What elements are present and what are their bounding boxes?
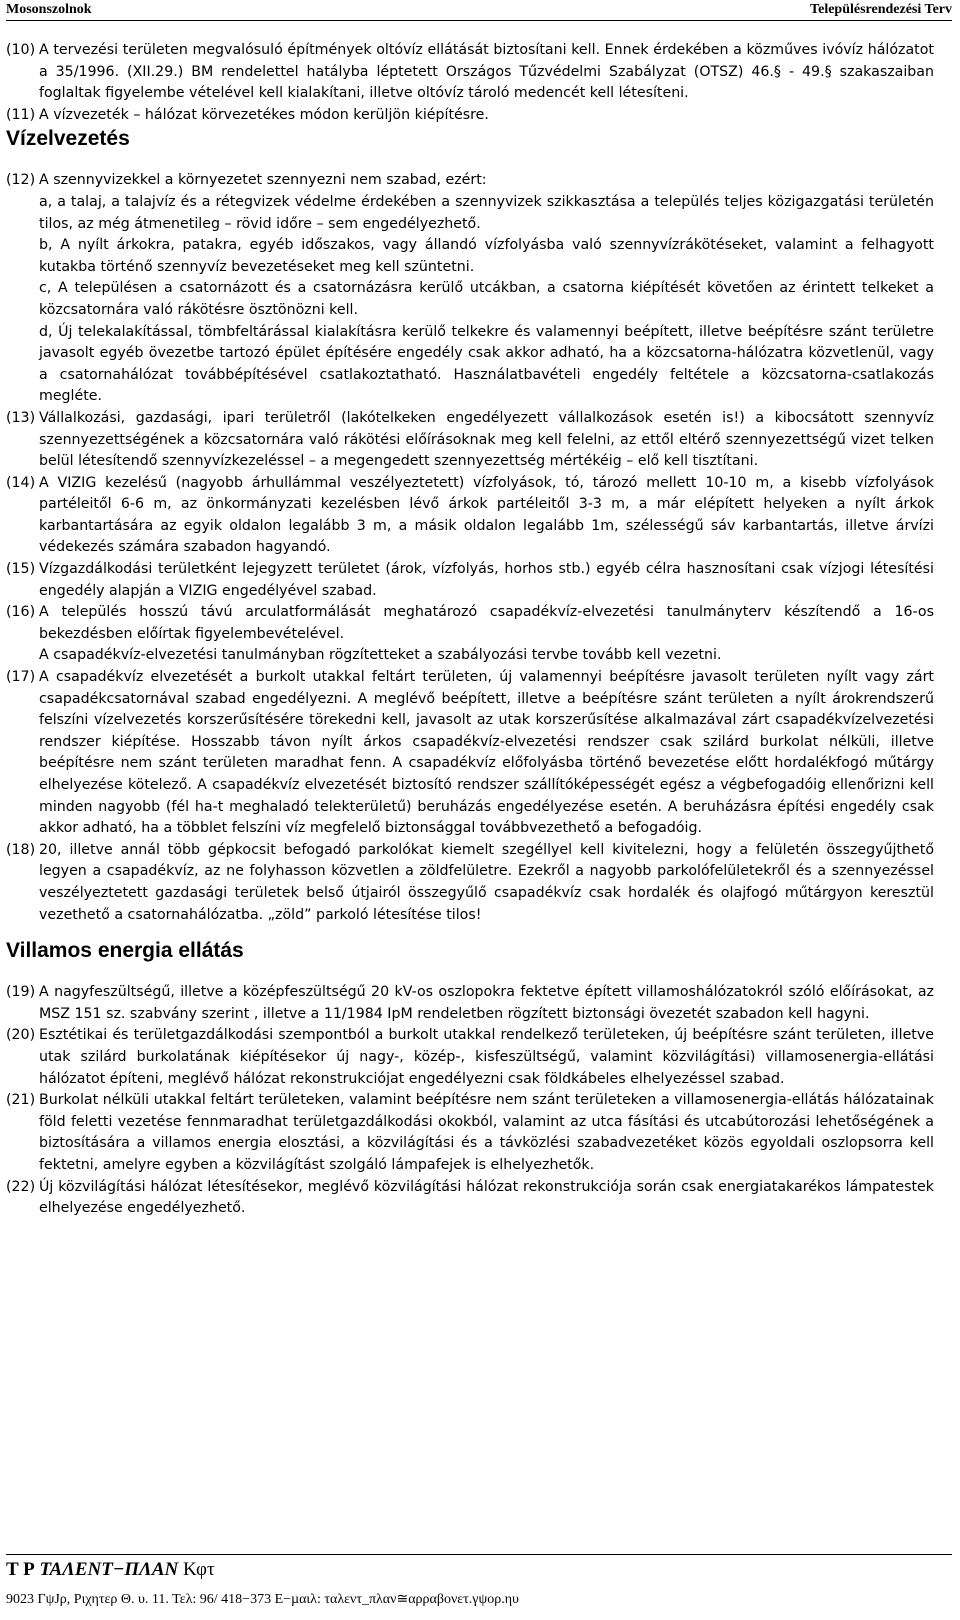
paragraph-18 [6,840,934,926]
paragraph-text: A VIZIG kezelésű (nagyobb árhullámmal veszélyeztetett) vízfolyások, tó, tározó mellett 10-10 m, a kisebb vízfolyások partéleitől 6-6 m, az önkormányzati kezelésben lévő árkok partéleitől 3-3 m, a már elépített helyeken a nyílt árkok karbantartására az egyik oldalon legalább 3 m, a másik oldalon legalább 1m, szélességű sáv karbantartás, illetve árvízi védekezés számára szabadon hagyandó. [39,474,934,556]
paragraph-22 [6,1177,934,1220]
paragraph-text: A település hosszú távú arculatformálását meghatározó csapadékvíz-elvezetési tanulmányterv készítendő a 16-os bekezdésben előírtak figyelembevételével. [39,604,934,642]
paragraph-20 [6,1025,934,1090]
list-item: a, a talaj, a talajvíz és a rétegvizek védelme érdekében a szennyvizek szikkasztása a település teljes közigazgatási területén tilos, az még átmenetileg – rövid időre – sem engedélyezhető. [39,193,934,232]
page-footer [6,1554,952,1609]
paragraph-14 [6,473,934,559]
paragraph-number: (15) [6,561,36,578]
paragraph-number: (21) [6,1092,36,1109]
footer-divider [6,1554,952,1555]
paragraph-number: (19) [6,984,36,1001]
logo-suffix: Κφτ [183,1559,215,1580]
paragraph-number: (11) [6,106,36,123]
paragraph-number: (14) [6,474,36,491]
paragraph-number: (16) [6,604,36,621]
footer-address: 9023 ΓψJρ, Ριχητερ Θ. υ. 11. Τελ: 96/ 418−373 Ε−µαιλ: ταλεντ_πλαν≅αρραβονετ.γψορ.ηυ [6,1592,519,1607]
paragraph-21 [6,1090,934,1176]
paragraph-text: A csapadékvíz elvezetését a burkolt utakkal feltárt területen, új valamennyi beépítésre javasolt területen nyílt vagy zárt csapadékcsatornával szabad engedélyezni. A meglévő beépített, illetve a beépítésre szánt területen a nyílt árokrendszerű felszíni vízelvezetés korszerűsítésére törekedni kell, javasolt az utak korszerűsítése alkalmazával zárt csapadékvízelvezetési rendszer kiépítése. Hosszabb távon nyílt árkos csapadékvíz-elvezetési rendszer csak szilárd burkolat nélküli, illetve beépítésre nem szánt területen maradhat fenn. A csapadékvíz előfolyásba történő bevezetése előtt hordalékfogó műtárgy elhelyezése kötelező. A csapadékvíz elvezetését biztosító rendszer szállítóképességét egész a végbefogadóig ellenőrizni kell minden nagyobb (fél ha-t meghaladó telekterületű) beruházás engedélyezése esetén. A beruházásra építési engedély csak akkor adható, ha a többlet felszíni víz megfelelő biztonsággal továbbvezethető a befogadóig. [39,669,934,837]
paragraph-text: Új közvilágítási hálózat létesítésekor, meglévő közvilágítási hálózat rekonstrukciója során csak energiatakarékos lámpatestek elhelyezése engedélyezhető. [39,1178,934,1217]
logo-tp: T P [6,1559,35,1580]
paragraph-number: (18) [6,841,36,858]
paragraph-number: (12) [6,172,36,189]
logo-name: ΤΑΛΕΝΤ−ΠΛΑΝ [39,1559,179,1580]
paragraph-12 [6,170,934,408]
paragraph-text: A tervezési területen megvalósuló építmények oltóvíz ellátását biztosítani kell. Ennek érdekében a közműves ivóvíz hálózatot a 35/1996. (XII.29.) BM rendelettel hatályba léptetett Országos Tűzvédelmi Szabályzat (OTSZ) 46.§ - 49.§ szakaszaiban foglaltak figyelembe vételével kell kialakítani, illetve oltóvíz tároló medencét kell létesíteni. [39,42,934,102]
paragraph-text: Vállalkozási, gazdasági, ipari területről (lakótelkeken engedélyezett vállalkozások esetén is!) a kibocsátott szennyvíz szennyezettségének a közcsatornára való rákötési előírásoknak meg kell felelni, az ettől eltérő szennyezettségű vizet telken belül létesítendő szennyvízkezeléssel – a megengedett szennyezettség mértékéig – elő kell tisztítani. [39,409,934,470]
header-left-title: Mosonszolnok [6,2,92,17]
paragraph-text: A nagyfeszültségű, illetve a középfeszültségű 20 kV-os oszlopokra fektetve épített villamoshálózatokról szóló előírásokat, az MSZ 151 sz. szabvány szerint , illetve a 11/1984 IpM rendeletben rögzített biztonsági övezetét szabadon kell hagyni. [39,984,934,1022]
paragraph-text: A vízvezeték – hálózat körvezetékes módon kerüljön kiépítésre. [39,106,489,123]
paragraph-17 [6,667,934,840]
company-logo [6,1557,952,1583]
paragraph-text: Burkolat nélküli utakkal feltárt területeken, valamint beépítésre nem szánt területeken a villamosenergia-ellátás hálózatainak föld feletti vezetése fennmaradhat területgazdálkodási okokból, valamint az utca fásítási és utcabútorozási lehetőségének a biztosítására a villamos energia elosztási, a közvilágítási és a távközlési szabadvezetéket közös egyoldali oszlopsorra kell fektetni, amelyre egyben a közvilágítást szolgáló lámpafejek is elhelyezhetők. [39,1092,934,1173]
list-item: b, A nyílt árkokra, patakra, egyéb időszakos, vagy állandó vízfolyásba való szennyvízrákötéseket, valamint a felhagyott kutakba történő szennyvíz bevezetéseket meg kell szüntetni. [39,237,934,275]
paragraph-text: 20, illetve annál több gépkocsit befogadó parkolókat kiemelt szegéllyel kell kivitelezni, hogy a felületén összegyűjthető legyen a csapadékvíz, az ne folyhasson közvetlen a zöldfelületre. Ezekről a nagyobb parkolófelületekről és a szennyezéssel veszélyeztetett gazdasági területek belső útjairól összegyűlő csapadékvíz csak hordalék és olajfogó műtárgyon keresztül vezethető a csatornahálózatba. „zöld” parkoló létesítése tilos! [39,841,934,923]
document-body [6,40,934,1220]
paragraph-text: Vízgazdálkodási területként lejegyzett területet (árok, vízfolyás, horhos stb.) egyéb célra hasznosítani csak vízjogi létesítési engedély alapján a VIZIG engedélyével szabad. [39,561,934,599]
paragraph-number: (13) [6,409,36,426]
paragraph-16 [6,602,934,667]
paragraph-text-continued: A csapadékvíz-elvezetési tanulmányban rögzítetteket a szabályozási tervbe tovább kell vezetni. [39,647,722,664]
list-item: c, A településen a csatornázott és a csatornázásra kerülő utcákban, a csatorna kiépítését követően az érintett telkeket a közcsatornára való rákötésre ösztönözni kell. [39,280,934,318]
paragraph-text: Esztétikai és területgazdálkodási szempontból a burkolt utakkal rendelkező területeken, új beépítésre szánt területen, illetve utak szilárd burkolatának kiépítésekor új nagy-, közép-, kisfeszültségű, valamint közvilágítási) villamosenergia-ellátási hálózatot építeni, meglévő hálózat rekonstrukciójat engedélyezni csak földkábeles elhelyezéssel szabad. [39,1027,934,1087]
paragraph-number: (20) [6,1027,36,1044]
paragraph-13 [6,408,934,473]
section-heading-villamos: Villamos energia ellátás [6,939,244,963]
header-right-title: Településrendezési Terv [810,2,952,17]
paragraph-number: (17) [6,669,36,686]
paragraph-number: (10) [6,42,36,58]
list-item: d, Új telekalakítással, tömbfeltárással kialakításra kerülő telkekre és valamennyi beépített, illetve beépítésre szánt területre javasolt egyéb övezetbe tartozó épület építésére engedély csak akkor adható, ha a közcsatorna-hálózatra közvetlenül, vagy a csatornahálózat továbbépítésével csatlakoztatható. Használatbavételi engedély feltétele a közcsatorna-csatlakozás megléte. [39,323,934,405]
paragraph-19 [6,982,934,1025]
paragraph-10 [6,40,934,105]
page-header [6,0,952,21]
paragraph-text: A szennyvizekkel a környezetet szennyezni nem szabad, ezért: [39,172,487,189]
paragraph-11 [6,105,934,127]
paragraph-15 [6,559,934,602]
paragraph-number: (22) [6,1178,36,1195]
section-heading-vizelvezetes: Vízelvezetés [6,127,130,151]
